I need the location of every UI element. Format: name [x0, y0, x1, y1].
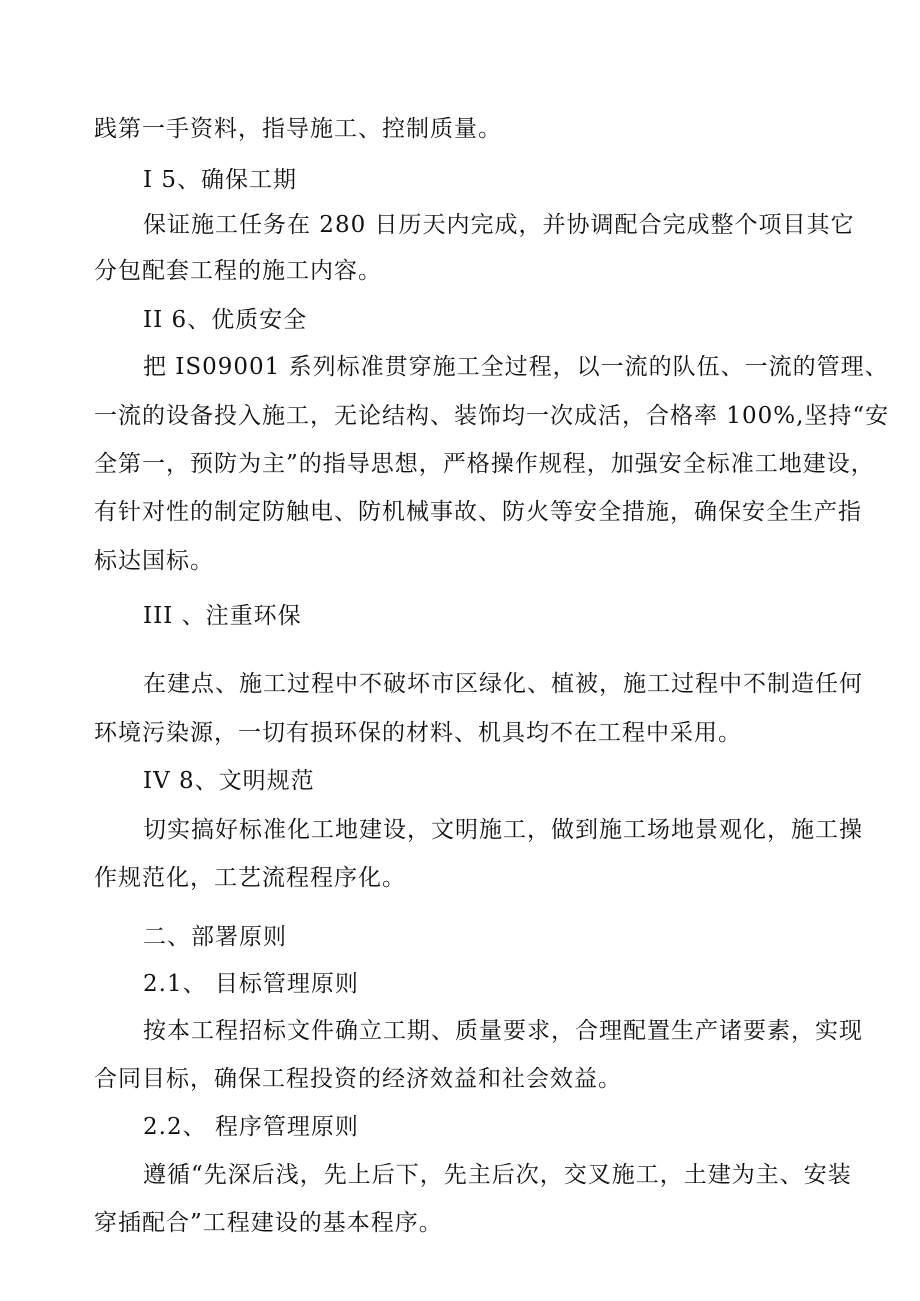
section-heading: I 5、确保工期 — [143, 167, 298, 193]
paragraph-line: 把 IS09001 系列标准贯穿施工全过程，以一流的队伍、一流的管理、 — [143, 354, 889, 380]
section-heading: II 6、优质安全 — [143, 307, 308, 333]
paragraph-line: 有针对性的制定防触电、防机械事故、防火等安全措施，确保安全生产指 — [94, 499, 862, 525]
paragraph-line: 按本工程招标文件确立工期、质量要求，合理配置生产诸要素，实现 — [143, 1018, 863, 1044]
subsection-heading: 2.1、 目标管理原则 — [143, 971, 359, 997]
paragraph-line: 在建点、施工过程中不破坏市区绿化、植被，施工过程中不制造任何 — [143, 671, 863, 697]
paragraph-line: 切实搞好标准化工地建设，文明施工，做到施工场地景观化，施工操 — [143, 817, 863, 843]
paragraph-line: 作规范化，工艺流程程序化。 — [94, 865, 406, 891]
paragraph-line: 全第一，预防为主”的指导思想，严格操作规程，加强安全标准工地建设， — [94, 451, 875, 477]
paragraph-line: 践第一手资料，指导施工、控制质量。 — [94, 116, 502, 142]
paragraph-line: 穿插配合”工程建设的基本程序。 — [94, 1210, 443, 1236]
paragraph-line: 遵循“先深后浅，先上后下，先主后次，交叉施工，土建为主、安装 — [143, 1162, 852, 1188]
paragraph-line: 保证施工任务在 280 日历天内完成，并协调配合完成整个项目其它 — [143, 212, 855, 238]
subsection-heading: 2.2、 程序管理原则 — [143, 1114, 359, 1140]
section-heading: IV 8、文明规范 — [143, 768, 315, 794]
paragraph-line: 一流的设备投入施工，无论结构、装饰均一次成活，合格率 100%,坚持“安 — [94, 403, 890, 429]
paragraph-line: 标达国标。 — [94, 548, 214, 574]
paragraph-line: 环境污染源，一切有损环保的材料、机具均不在工程中采用。 — [94, 720, 742, 746]
section-heading: 二、部署原则 — [143, 924, 287, 950]
paragraph-line: 合同目标，确保工程投资的经济效益和社会效益。 — [94, 1066, 622, 1092]
section-heading: III 、注重环保 — [143, 603, 302, 629]
paragraph-line: 分包配套工程的施工内容。 — [94, 258, 382, 284]
